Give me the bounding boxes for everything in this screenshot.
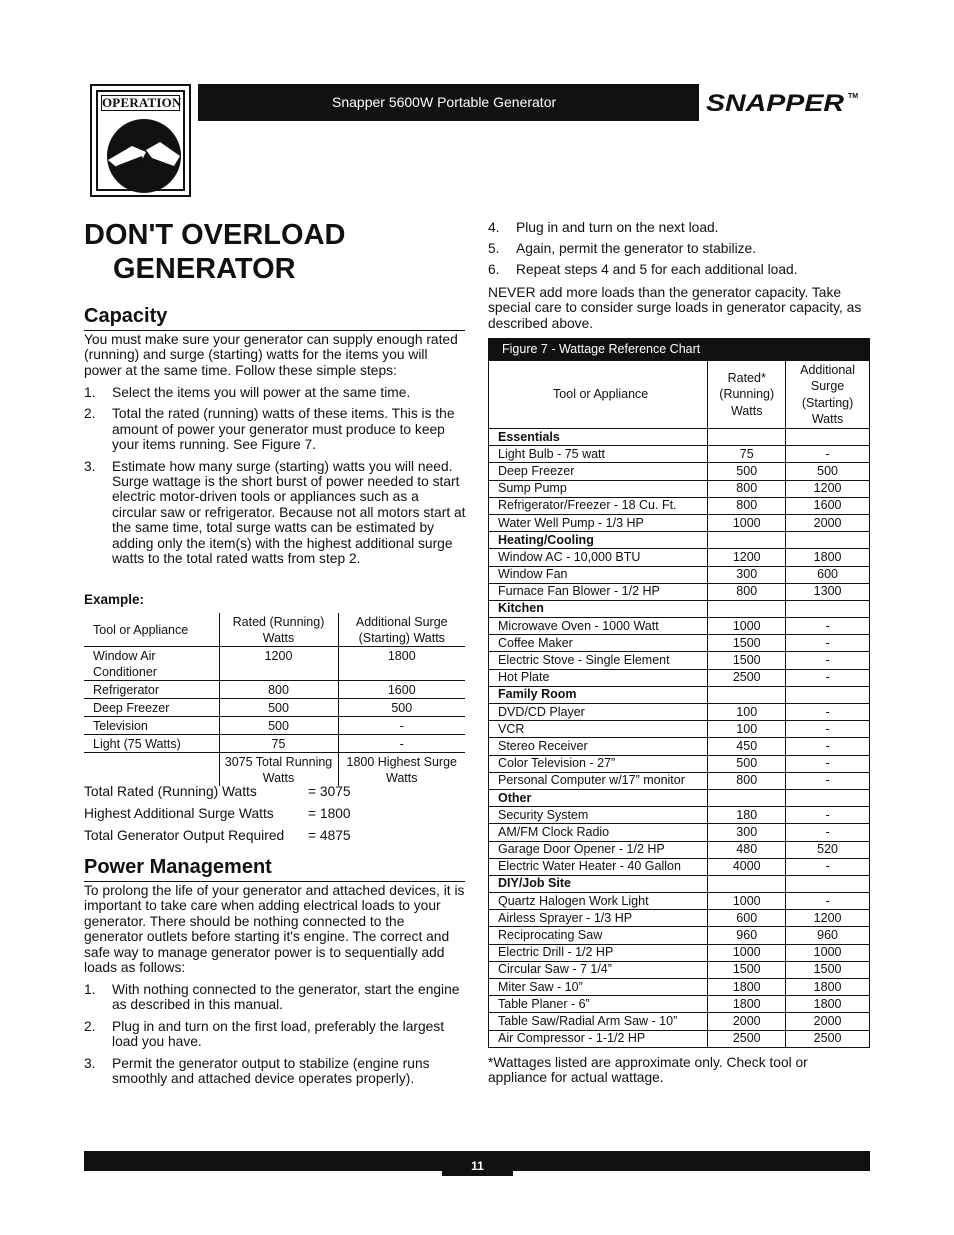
appliance-name: Light Bulb - 75 watt <box>489 446 708 463</box>
rated-watts: 4000 <box>708 858 786 875</box>
rated-watts: 800 <box>708 480 786 497</box>
appliance-name: Miter Saw - 10” <box>489 979 708 996</box>
rated-watts: 960 <box>708 927 786 944</box>
category-label: DIY/Job Site <box>489 875 708 892</box>
capacity-step <box>84 459 466 567</box>
step-number: 5. <box>488 240 500 256</box>
table-row <box>489 1030 870 1047</box>
rated-watts: 300 <box>708 824 786 841</box>
step-text: With nothing connected to the generator, start the engine as described in this manual. <box>112 982 460 1013</box>
example-table-header <box>84 613 465 647</box>
rated-watts: 180 <box>708 807 786 824</box>
cell: 1600 <box>338 681 465 699</box>
surge-watts: 2500 <box>786 1030 870 1047</box>
appliance-name: Sump Pump <box>489 480 708 497</box>
rated-watts: 2000 <box>708 1013 786 1030</box>
power-management-intro: To prolong the life of your generator and attached devices, it is important to take care when adding electrical loads to your generator. There should be nothing connected to the generator outlets before starting it's engine. The correct and safe way to manage generator power is to sequentially add loads as follows: <box>84 883 465 976</box>
surge-watts: - <box>786 704 870 721</box>
surge-watts: 1800 <box>786 996 870 1013</box>
wattage-table-body <box>489 429 870 1048</box>
totals-line <box>84 825 351 847</box>
total-running-watts: 3075 Total Running Watts <box>219 753 338 787</box>
capacity-step <box>84 406 466 452</box>
appliance-name: Quartz Halogen Work Light <box>489 893 708 910</box>
appliance-name: Circular Saw - 7 1/4” <box>489 961 708 978</box>
cell: 75 <box>219 735 338 753</box>
cell <box>786 429 870 446</box>
rated-watts: 2500 <box>708 669 786 686</box>
category-label: Kitchen <box>489 600 708 617</box>
page-number: 11 <box>442 1158 513 1176</box>
power-step <box>84 982 466 1013</box>
cell <box>786 875 870 892</box>
table-row <box>489 549 870 566</box>
power-step <box>488 241 870 256</box>
rated-watts: 480 <box>708 841 786 858</box>
step-number: 1. <box>84 385 96 400</box>
category-label: Other <box>489 789 708 806</box>
appliance-name: Reciprocating Saw <box>489 927 708 944</box>
surge-watts: - <box>786 652 870 669</box>
power-step <box>84 1056 466 1087</box>
power-management-steps <box>84 982 466 1092</box>
rated-watts: 75 <box>708 446 786 463</box>
table-row <box>489 961 870 978</box>
table-row <box>489 1013 870 1030</box>
appliance-name: AM/FM Clock Radio <box>489 824 708 841</box>
cell: - <box>338 717 465 735</box>
cell <box>708 600 786 617</box>
column-header: Rated* (Running) Watts <box>708 361 786 429</box>
brand-wordmark: SNAPPER <box>706 90 845 117</box>
table-row <box>489 841 870 858</box>
wattage-table-header <box>489 361 870 429</box>
appliance-name: Deep Freezer <box>489 463 708 480</box>
appliance-name: Security System <box>489 807 708 824</box>
capacity-intro: You must make sure your generator can supply enough rated (running) and surge (starting) watts for the items you will power at the same time. Follow these simple steps: <box>84 332 458 378</box>
table-row <box>489 721 870 738</box>
table-row <box>489 635 870 652</box>
totals-line <box>84 803 351 825</box>
rated-watts: 1800 <box>708 996 786 1013</box>
totals-value: = 3075 <box>308 784 351 799</box>
table-row <box>489 807 870 824</box>
surge-watts: 1600 <box>786 497 870 514</box>
surge-watts: 2000 <box>786 514 870 531</box>
surge-watts: - <box>786 824 870 841</box>
rated-watts: 100 <box>708 704 786 721</box>
appliance-name: Furnace Fan Blower - 1/2 HP <box>489 583 708 600</box>
surge-watts: - <box>786 772 870 789</box>
cell <box>786 532 870 549</box>
cell: Television <box>84 717 219 735</box>
appliance-name: VCR <box>489 721 708 738</box>
appliance-name: Garage Door Opener - 1/2 HP <box>489 841 708 858</box>
cell: - <box>338 735 465 753</box>
rated-watts: 1800 <box>708 979 786 996</box>
cell <box>708 532 786 549</box>
category-label: Essentials <box>489 429 708 446</box>
page-title-line1: DON'T OVERLOAD <box>84 219 346 251</box>
category-row <box>489 875 870 892</box>
appliance-name: Coffee Maker <box>489 635 708 652</box>
category-label: Heating/Cooling <box>489 532 708 549</box>
table-row <box>489 497 870 514</box>
appliance-name: Air Compressor - 1-1/2 HP <box>489 1030 708 1047</box>
rated-watts: 1500 <box>708 652 786 669</box>
surge-watts: - <box>786 738 870 755</box>
table-row <box>489 824 870 841</box>
appliance-name: Electric Water Heater - 40 Gallon <box>489 858 708 875</box>
table-row <box>489 893 870 910</box>
rated-watts: 1500 <box>708 635 786 652</box>
surge-watts: 1200 <box>786 910 870 927</box>
operation-section-logo <box>90 84 191 197</box>
step-text: Plug in and turn on the first load, preferably the largest load you have. <box>112 1018 445 1050</box>
surge-watts: - <box>786 755 870 772</box>
surge-watts: 520 <box>786 841 870 858</box>
header-bar: Snapper 5600W Portable Generator <box>198 84 699 121</box>
table-row <box>84 717 465 735</box>
cell: 500 <box>219 717 338 735</box>
power-management-heading: Power Management <box>84 855 465 882</box>
category-row <box>489 429 870 446</box>
step-number: 2. <box>84 1018 96 1034</box>
cell <box>786 600 870 617</box>
rated-watts: 800 <box>708 583 786 600</box>
surge-watts: - <box>786 858 870 875</box>
table-row <box>489 944 870 961</box>
appliance-name: Electric Drill - 1/2 HP <box>489 944 708 961</box>
surge-watts: 1800 <box>786 549 870 566</box>
table-row <box>489 652 870 669</box>
rated-watts: 1500 <box>708 961 786 978</box>
appliance-name: Microwave Oven - 1000 Watt <box>489 618 708 635</box>
highest-surge-watts: 1800 Highest Surge Watts <box>346 755 457 785</box>
appliance-name: Water Well Pump - 1/3 HP <box>489 514 708 531</box>
rated-watts: 450 <box>708 738 786 755</box>
page-title-line2: GENERATOR <box>113 253 296 285</box>
appliance-name: Hot Plate <box>489 669 708 686</box>
step-text: Repeat steps 4 and 5 for each additional load. <box>516 261 798 277</box>
category-label: Family Room <box>489 686 708 703</box>
appliance-name: Table Saw/Radial Arm Saw - 10” <box>489 1013 708 1030</box>
table-row <box>489 910 870 927</box>
table-row <box>489 480 870 497</box>
step-text: Again, permit the generator to stabilize. <box>516 240 757 256</box>
surge-watts: 1800 <box>786 979 870 996</box>
step-number: 3. <box>84 1055 96 1071</box>
power-management-steps-continued <box>488 220 870 283</box>
cell <box>708 789 786 806</box>
step-number: 2. <box>84 406 96 422</box>
rated-watts: 100 <box>708 721 786 738</box>
category-row <box>489 789 870 806</box>
surge-watts: 2000 <box>786 1013 870 1030</box>
cell: 1200 <box>219 647 338 681</box>
step-text: Permit the generator output to stabilize (engine runs smoothly and attached device operates properly). <box>112 1055 430 1087</box>
surge-watts: 1000 <box>786 944 870 961</box>
table-row <box>84 681 465 699</box>
table-row <box>489 996 870 1013</box>
table-row <box>489 755 870 772</box>
surge-watts: - <box>786 721 870 738</box>
table-row <box>489 927 870 944</box>
surge-watts: - <box>786 635 870 652</box>
snapper-brand-logo <box>706 88 866 118</box>
appliance-name: Window Fan <box>489 566 708 583</box>
rated-watts: 1000 <box>708 618 786 635</box>
category-row <box>489 686 870 703</box>
column-header: Tool or Appliance <box>489 361 708 429</box>
surge-watts: 960 <box>786 927 870 944</box>
capacity-heading: Capacity <box>84 304 465 331</box>
step-text: Plug in and turn on the next load. <box>516 220 719 235</box>
table-row <box>489 514 870 531</box>
totals-value: = 4875 <box>308 828 351 843</box>
wattage-table <box>488 360 870 1048</box>
table-row <box>489 979 870 996</box>
table-row <box>489 583 870 600</box>
wattage-footnote: *Wattages listed are approximate only. Check tool or appliance for actual wattage. <box>488 1055 808 1086</box>
rated-watts: 500 <box>708 755 786 772</box>
chart-title: Figure 7 - Wattage Reference Chart <box>488 338 870 360</box>
category-row <box>489 532 870 549</box>
page-title <box>84 218 464 286</box>
totals-value: = 1800 <box>308 806 351 821</box>
cell <box>786 789 870 806</box>
table-row <box>489 618 870 635</box>
surge-watts: - <box>786 807 870 824</box>
example-table <box>84 613 465 786</box>
wattage-reference-chart <box>488 338 870 1048</box>
table-row <box>489 704 870 721</box>
power-step <box>488 262 870 277</box>
brand-trademark: TM <box>848 93 859 100</box>
rated-watts: 2500 <box>708 1030 786 1047</box>
surge-watts: - <box>786 669 870 686</box>
cell: 500 <box>219 699 338 717</box>
appliance-name: Window AC - 10,000 BTU <box>489 549 708 566</box>
rated-watts: 1000 <box>708 944 786 961</box>
table-row <box>84 699 465 717</box>
cell: Light (75 Watts) <box>84 735 219 753</box>
cell <box>786 686 870 703</box>
column-header: Rated (Running) Watts <box>219 613 338 647</box>
table-row <box>489 463 870 480</box>
totals-label: Total Rated (Running) Watts <box>84 784 257 799</box>
operation-badge-text: OPERATION <box>102 95 182 110</box>
cell: Window Air Conditioner <box>84 647 219 681</box>
step-number: 1. <box>84 982 96 997</box>
surge-watts: 600 <box>786 566 870 583</box>
power-step <box>84 1019 466 1050</box>
power-step <box>488 220 870 235</box>
cell <box>708 429 786 446</box>
table-row <box>489 858 870 875</box>
surge-watts: 1500 <box>786 961 870 978</box>
appliance-name: DVD/CD Player <box>489 704 708 721</box>
table-row <box>489 669 870 686</box>
surge-watts: - <box>786 446 870 463</box>
cell: Refrigerator <box>84 681 219 699</box>
table-row <box>489 446 870 463</box>
appliance-name: Electric Stove - Single Element <box>489 652 708 669</box>
totals-line <box>84 781 351 803</box>
cell: 800 <box>219 681 338 699</box>
totals-label: Total Generator Output Required <box>84 828 285 843</box>
step-text: Select the items you will power at the same time. <box>112 385 411 400</box>
table-row <box>489 772 870 789</box>
column-header: Additional Surge (Starting) Watts <box>338 613 465 647</box>
cell <box>708 686 786 703</box>
appliance-name: Personal Computer w/17” monitor <box>489 772 708 789</box>
rated-watts: 500 <box>708 463 786 480</box>
cell: Deep Freezer <box>84 699 219 717</box>
operation-hands-icon <box>102 116 187 194</box>
appliance-name: Airless Sprayer - 1/3 HP <box>489 910 708 927</box>
capacity-steps <box>84 385 466 572</box>
step-number: 4. <box>488 220 500 235</box>
step-text: Estimate how many surge (starting) watts you will need. Surge wattage is the short burst of power needed to start electric motor-driven tools or appliances such as a circular saw or refrigerator. Because not all motors start at the same time, total surge watts can be estimated by adding only the item(s) with the highest additional surge watts to the total rated watts from step 2. <box>112 458 466 567</box>
rated-watts: 800 <box>708 497 786 514</box>
surge-watts: 1300 <box>786 583 870 600</box>
totals-label: Highest Additional Surge Watts <box>84 806 274 821</box>
rated-watts: 800 <box>708 772 786 789</box>
table-row <box>489 566 870 583</box>
step-text: Total the rated (running) watts of these items. This is the amount of power your generator must produce to keep your items running. See Figure 7. <box>112 406 455 453</box>
table-row <box>489 738 870 755</box>
capacity-step <box>84 385 466 400</box>
surge-watts: - <box>786 618 870 635</box>
rated-watts: 1200 <box>708 549 786 566</box>
table-row <box>84 647 465 681</box>
cell: 1800 <box>338 647 465 681</box>
surge-watts: 500 <box>786 463 870 480</box>
example-label: Example: <box>84 592 145 607</box>
table-row <box>84 735 465 753</box>
cell <box>708 875 786 892</box>
surge-watts: 1200 <box>786 480 870 497</box>
step-number: 3. <box>84 458 96 474</box>
never-overload-warning: NEVER add more loads than the generator capacity. Take special care to consider surge loads in generator capacity, as described above. <box>488 285 862 331</box>
column-header: Additional Surge (Starting) Watts <box>786 361 870 429</box>
totals-summary <box>84 781 351 847</box>
appliance-name: Stereo Receiver <box>489 738 708 755</box>
category-row <box>489 600 870 617</box>
cell: 500 <box>338 699 465 717</box>
rated-watts: 300 <box>708 566 786 583</box>
appliance-name: Color Television - 27” <box>489 755 708 772</box>
rated-watts: 600 <box>708 910 786 927</box>
appliance-name: Refrigerator/Freezer - 18 Cu. Ft. <box>489 497 708 514</box>
step-number: 6. <box>488 261 500 277</box>
rated-watts: 1000 <box>708 514 786 531</box>
rated-watts: 1000 <box>708 893 786 910</box>
column-header: Tool or Appliance <box>84 613 219 647</box>
surge-watts: - <box>786 893 870 910</box>
appliance-name: Table Planer - 6” <box>489 996 708 1013</box>
